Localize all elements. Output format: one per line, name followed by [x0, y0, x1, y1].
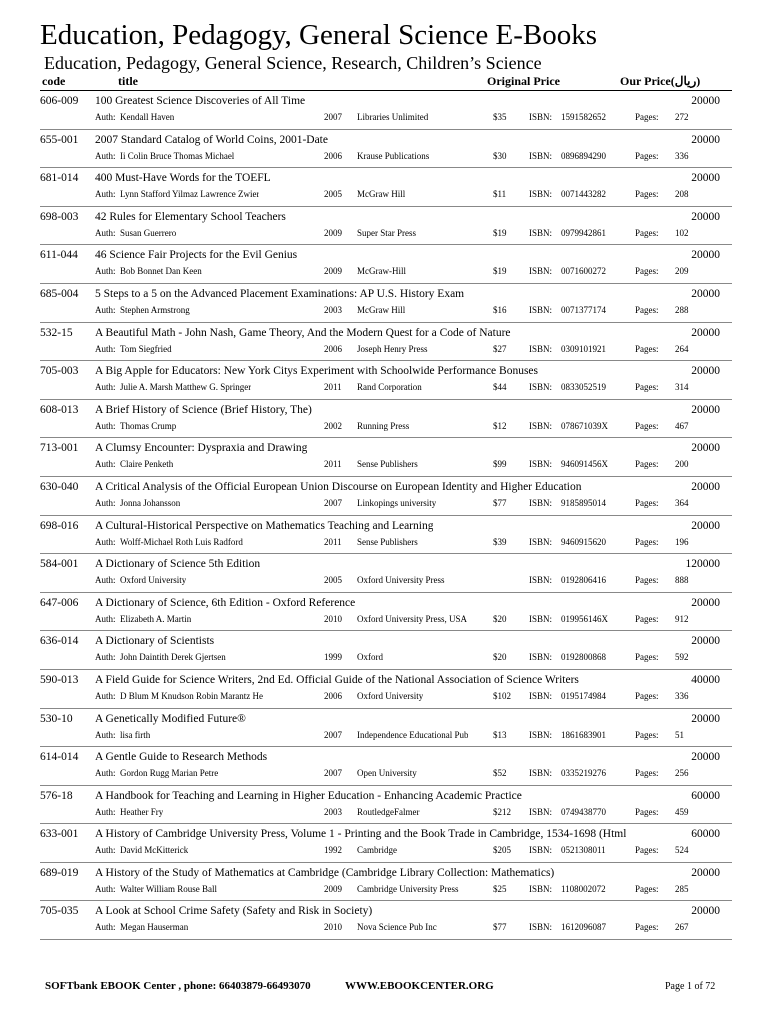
book-publisher: Oxford University Press, USA	[357, 613, 467, 624]
book-author: Bob Bonnet Dan Keen	[120, 266, 202, 277]
book-title: A Clumsy Encounter: Dyspraxia and Drawing	[95, 442, 308, 455]
book-isbn: 0309101921	[561, 343, 606, 354]
pages-label: Pages:	[635, 729, 659, 740]
pages-label: Pages:	[635, 883, 659, 894]
book-pages: 102	[675, 227, 689, 238]
author-label: Auth:	[95, 729, 116, 740]
book-title: 5 Steps to a 5 on the Advanced Placement Examinations: AP U.S. History Exam	[95, 287, 465, 300]
book-isbn: 0896894290	[561, 150, 606, 161]
pages-label: Pages:	[635, 652, 659, 663]
book-code: 590-013	[40, 673, 79, 686]
book-original-price: $16	[493, 304, 507, 315]
book-row	[40, 709, 732, 748]
book-pages: 264	[675, 343, 689, 354]
book-publisher: Cambridge	[357, 845, 397, 856]
footer-contact: SOFTbank EBOOK Center , phone: 66403879-66493070	[45, 980, 311, 992]
book-pages: 288	[675, 304, 689, 315]
book-author: Kendall Haven	[120, 112, 175, 122]
book-our-price: 20000	[691, 365, 720, 378]
book-original-price: $44	[493, 382, 507, 393]
book-publisher: Super Star Press	[357, 227, 416, 238]
book-our-price: 20000	[691, 519, 720, 532]
book-original-price: $20	[493, 613, 507, 624]
book-pages: 200	[675, 459, 689, 470]
book-title: A History of Cambridge University Press, Volume 1 - Printing and the Book Trade in Cambridge, 1534-1698 (Html	[95, 828, 627, 841]
book-row	[40, 477, 732, 516]
isbn-label: ISBN:	[529, 845, 553, 856]
book-year: 2006	[324, 690, 342, 701]
book-isbn: 946091456X	[561, 459, 608, 470]
book-row	[40, 631, 732, 670]
book-row	[40, 824, 732, 863]
book-title: A Big Apple for Educators: New York Citys Experiment with Schoolwide Performance Bonuses	[95, 365, 539, 378]
book-code: 608-013	[40, 403, 79, 416]
book-title: A Cultural-Historical Perspective on Mathematics Teaching and Learning	[95, 519, 434, 532]
book-our-price: 20000	[691, 751, 720, 764]
pages-label: Pages:	[635, 497, 659, 508]
book-isbn: 0192800868	[561, 652, 606, 663]
book-our-price: 20000	[691, 712, 720, 725]
book-original-price: $99	[493, 459, 507, 470]
book-year: 2011	[324, 536, 342, 547]
book-original-price: $102	[493, 690, 511, 701]
book-pages: 364	[675, 497, 689, 508]
book-title: A Critical Analysis of the Official European Union Discourse on European Identity and Higher Education	[95, 480, 582, 493]
column-header-our-price: Our Price(ريال)	[620, 74, 701, 88]
book-pages: 459	[675, 806, 689, 817]
book-year: 2006	[324, 150, 342, 161]
book-pages: 272	[675, 112, 689, 122]
book-year: 2010	[324, 922, 342, 933]
book-our-price: 20000	[691, 905, 720, 918]
book-title: 46 Science Fair Projects for the Evil Genius	[95, 249, 298, 262]
book-title: A Genetically Modified Future®	[95, 712, 246, 725]
book-code: 698-003	[40, 210, 79, 223]
book-row	[40, 554, 732, 593]
author-label: Auth:	[95, 497, 116, 508]
pages-label: Pages:	[635, 382, 659, 393]
book-author: John Daintith Derek Gjertsen	[120, 652, 226, 663]
book-pages: 467	[675, 420, 689, 431]
author-label: Auth:	[95, 652, 116, 663]
book-original-price: $27	[493, 343, 507, 354]
book-year: 2009	[324, 883, 342, 894]
book-original-price: $205	[493, 845, 511, 856]
book-isbn: 9460915620	[561, 536, 606, 547]
book-original-price: $212	[493, 806, 511, 817]
book-author: D Blum M Knudson Robin Marantz He	[120, 690, 263, 701]
book-isbn: 1108002072	[561, 883, 606, 894]
book-our-price: 20000	[691, 596, 720, 609]
book-publisher: Sense Publishers	[357, 536, 418, 547]
book-publisher: Running Press	[357, 420, 410, 431]
book-isbn: 1861683901	[561, 729, 606, 740]
pages-label: Pages:	[635, 459, 659, 470]
book-publisher: Oxford University	[357, 690, 424, 701]
book-isbn: 0335219276	[561, 768, 606, 779]
pages-label: Pages:	[635, 922, 659, 933]
author-label: Auth:	[95, 690, 116, 701]
isbn-label: ISBN:	[529, 652, 553, 663]
book-title: 100 Greatest Science Discoveries of All Time	[95, 95, 306, 107]
book-pages: 888	[675, 575, 689, 586]
book-year: 2002	[324, 420, 342, 431]
book-row	[40, 323, 732, 362]
book-original-price: $52	[493, 768, 507, 779]
author-label: Auth:	[95, 613, 116, 624]
book-pages: 51	[675, 729, 684, 740]
book-row	[40, 670, 732, 709]
page-title: Education, Pedagogy, General Science E-Books	[40, 19, 598, 51]
pages-label: Pages:	[635, 690, 659, 701]
book-year: 2011	[324, 382, 342, 393]
book-year: 2009	[324, 227, 342, 238]
book-original-price: $11	[493, 189, 507, 200]
book-row	[40, 863, 732, 902]
book-row	[40, 130, 732, 169]
book-isbn: 0833052519	[561, 382, 606, 393]
book-isbn: 019956146X	[561, 613, 608, 624]
book-code: 576-18	[40, 789, 73, 802]
column-header-code: code	[42, 74, 66, 88]
book-our-price: 20000	[691, 172, 720, 185]
book-original-price: $20	[493, 652, 507, 663]
isbn-label: ISBN:	[529, 420, 553, 431]
author-label: Auth:	[95, 304, 116, 315]
book-author: Lynn Stafford Yilmaz Lawrence Zwier	[120, 189, 260, 200]
book-title: 42 Rules for Elementary School Teachers	[95, 210, 286, 223]
book-publisher: Linkopings university	[357, 497, 437, 508]
book-isbn: 0071600272	[561, 266, 606, 277]
book-code: 606-009	[40, 95, 79, 107]
isbn-label: ISBN:	[529, 227, 553, 238]
book-author: Heather Fry	[120, 806, 164, 817]
book-author: lisa firth	[120, 729, 151, 740]
book-author: Ii Colin Bruce Thomas Michael	[120, 150, 235, 161]
author-label: Auth:	[95, 189, 116, 200]
book-code: 636-014	[40, 635, 79, 648]
book-isbn: 0195174984	[561, 690, 606, 701]
book-title: A Gentle Guide to Research Methods	[95, 751, 268, 764]
book-title: 2007 Standard Catalog of World Coins, 2001-Date	[95, 133, 328, 146]
pages-label: Pages:	[635, 189, 659, 200]
book-publisher: McGraw Hill	[357, 304, 406, 315]
isbn-label: ISBN:	[529, 343, 553, 354]
author-label: Auth:	[95, 883, 116, 894]
book-code: 530-10	[40, 712, 73, 725]
book-publisher: Joseph Henry Press	[357, 343, 428, 354]
book-isbn: 1612096087	[561, 922, 606, 933]
author-label: Auth:	[95, 768, 116, 779]
isbn-label: ISBN:	[529, 150, 553, 161]
book-author: Jonna Johansson	[120, 497, 181, 508]
pages-label: Pages:	[635, 150, 659, 161]
isbn-label: ISBN:	[529, 922, 553, 933]
book-our-price: 120000	[685, 558, 720, 571]
book-original-price: $35	[493, 112, 507, 122]
isbn-label: ISBN:	[529, 497, 553, 508]
book-publisher: McGraw Hill	[357, 189, 406, 200]
book-our-price: 20000	[691, 866, 720, 879]
author-label: Auth:	[95, 536, 116, 547]
book-title: A Dictionary of Scientists	[95, 635, 215, 648]
book-original-price: $13	[493, 729, 507, 740]
book-pages: 196	[675, 536, 689, 547]
book-pages: 592	[675, 652, 689, 663]
book-isbn: 0071443282	[561, 189, 606, 200]
book-year: 2005	[324, 575, 342, 586]
book-title: A Dictionary of Science 5th Edition	[95, 558, 261, 571]
book-row	[40, 361, 732, 400]
book-publisher: Rand Corporation	[357, 382, 422, 393]
book-publisher: Nova Science Pub Inc	[357, 922, 437, 933]
pages-label: Pages:	[635, 806, 659, 817]
pages-label: Pages:	[635, 112, 659, 122]
book-original-price: $77	[493, 497, 507, 508]
book-isbn: 0071377174	[561, 304, 606, 315]
book-our-price: 40000	[691, 673, 720, 686]
book-row	[40, 901, 732, 940]
book-code: 630-040	[40, 480, 79, 493]
book-publisher: McGraw-Hill	[357, 266, 406, 277]
book-publisher: Independence Educational Pub	[357, 729, 469, 740]
author-label: Auth:	[95, 227, 116, 238]
isbn-label: ISBN:	[529, 304, 553, 315]
book-year: 2007	[324, 112, 342, 122]
book-code: 685-004	[40, 287, 79, 300]
author-label: Auth:	[95, 382, 116, 393]
author-label: Auth:	[95, 575, 116, 586]
author-label: Auth:	[95, 112, 116, 122]
book-original-price: $30	[493, 150, 507, 161]
book-author: David McKitterick	[120, 845, 189, 856]
book-publisher: Open University	[357, 768, 417, 779]
book-author: Claire Penketh	[120, 459, 174, 470]
book-author: Gordon Rugg Marian Petre	[120, 768, 219, 779]
book-row	[40, 245, 732, 284]
book-publisher: Sense Publishers	[357, 459, 418, 470]
book-year: 2010	[324, 613, 342, 624]
book-our-price: 20000	[691, 95, 720, 107]
book-year: 2007	[324, 729, 342, 740]
book-author: Wolff-Michael Roth Luis Radford	[120, 536, 243, 547]
book-pages: 336	[675, 690, 689, 701]
author-label: Auth:	[95, 459, 116, 470]
book-isbn: 1591582652	[561, 112, 606, 122]
book-isbn: 9185895014	[561, 497, 606, 508]
book-our-price: 60000	[691, 828, 720, 841]
book-author: Susan Guerrero	[120, 227, 177, 238]
book-original-price: $39	[493, 536, 507, 547]
pages-label: Pages:	[635, 343, 659, 354]
book-row	[40, 400, 732, 439]
book-code: 611-044	[40, 249, 78, 262]
isbn-label: ISBN:	[529, 806, 553, 817]
book-author: Tom Siegfried	[120, 343, 172, 354]
book-code: 713-001	[40, 442, 79, 455]
book-author: Megan Hauserman	[120, 922, 189, 933]
book-pages: 285	[675, 883, 689, 894]
author-label: Auth:	[95, 420, 116, 431]
book-row	[40, 593, 732, 632]
isbn-label: ISBN:	[529, 768, 553, 779]
book-row	[40, 207, 732, 246]
author-label: Auth:	[95, 922, 116, 933]
book-publisher: Oxford University Press	[357, 575, 445, 586]
book-author: Thomas Crump	[120, 420, 177, 431]
author-label: Auth:	[95, 266, 116, 277]
pages-label: Pages:	[635, 266, 659, 277]
book-our-price: 20000	[691, 403, 720, 416]
book-row	[40, 438, 732, 477]
book-publisher: Libraries Unlimited	[357, 112, 429, 122]
isbn-label: ISBN:	[529, 613, 553, 624]
pages-label: Pages:	[635, 613, 659, 624]
isbn-label: ISBN:	[529, 382, 553, 393]
author-label: Auth:	[95, 806, 116, 817]
book-list	[40, 91, 732, 940]
book-original-price: $19	[493, 266, 507, 277]
book-isbn: 0749438770	[561, 806, 606, 817]
book-publisher: Oxford	[357, 652, 383, 663]
isbn-label: ISBN:	[529, 575, 553, 586]
book-pages: 314	[675, 382, 689, 393]
book-publisher: RoutledgeFalmer	[357, 806, 420, 817]
book-title: A History of the Study of Mathematics at Cambridge (Cambridge Library Collection: Mathematics)	[95, 866, 555, 879]
isbn-label: ISBN:	[529, 536, 553, 547]
book-row	[40, 284, 732, 323]
book-pages: 209	[675, 266, 689, 277]
book-year: 2003	[324, 806, 342, 817]
book-code: 698-016	[40, 519, 79, 532]
page-subtitle: Education, Pedagogy, General Science, Research, Children’s Science	[44, 53, 542, 73]
book-year: 2011	[324, 459, 342, 470]
book-pages: 912	[675, 613, 689, 624]
pages-label: Pages:	[635, 768, 659, 779]
book-code: 705-003	[40, 365, 79, 378]
book-our-price: 20000	[691, 480, 720, 493]
book-isbn: 078671039X	[561, 420, 608, 431]
isbn-label: ISBN:	[529, 690, 553, 701]
footer-url[interactable]: WWW.EBOOKCENTER.ORG	[345, 980, 494, 992]
book-pages: 256	[675, 768, 689, 779]
pages-label: Pages:	[635, 227, 659, 238]
book-original-price: $12	[493, 420, 507, 431]
book-our-price: 20000	[691, 249, 720, 262]
book-our-price: 20000	[691, 326, 720, 339]
book-title: A Dictionary of Science, 6th Edition - Oxford Reference	[95, 596, 356, 609]
pages-label: Pages:	[635, 536, 659, 547]
book-row	[40, 516, 732, 555]
book-author: Elizabeth A. Martin	[120, 613, 192, 624]
book-row	[40, 91, 732, 130]
book-isbn: 0521308011	[561, 845, 606, 856]
pages-label: Pages:	[635, 420, 659, 431]
book-author: Stephen Armstrong	[120, 304, 190, 315]
book-publisher: Cambridge University Press	[357, 883, 459, 894]
book-pages: 267	[675, 922, 689, 933]
book-row	[40, 786, 732, 825]
isbn-label: ISBN:	[529, 266, 553, 277]
pages-label: Pages:	[635, 845, 659, 856]
author-label: Auth:	[95, 150, 116, 161]
pages-label: Pages:	[635, 304, 659, 315]
book-isbn: 0979942861	[561, 227, 606, 238]
book-year: 2009	[324, 266, 342, 277]
book-our-price: 60000	[691, 789, 720, 802]
book-code: 681-014	[40, 172, 79, 185]
book-year: 2005	[324, 189, 342, 200]
book-year: 2007	[324, 768, 342, 779]
book-code: 647-006	[40, 596, 79, 609]
book-code: 614-014	[40, 751, 79, 764]
book-title: A Look at School Crime Safety (Safety and Risk in Society)	[95, 905, 373, 918]
book-author: Julie A. Marsh Matthew G. Springer	[120, 382, 252, 393]
book-pages: 208	[675, 189, 689, 200]
isbn-label: ISBN:	[529, 459, 553, 470]
author-label: Auth:	[95, 343, 116, 354]
book-code: 633-001	[40, 828, 79, 841]
book-year: 2006	[324, 343, 342, 354]
book-publisher: Krause Publications	[357, 150, 430, 161]
book-title: A Beautiful Math - John Nash, Game Theory, And the Modern Quest for a Code of Nature	[95, 326, 511, 339]
book-code: 655-001	[40, 133, 79, 146]
book-isbn: 0192806416	[561, 575, 606, 586]
book-author: Walter William Rouse Ball	[120, 883, 217, 894]
isbn-label: ISBN:	[529, 189, 553, 200]
book-code: 689-019	[40, 866, 79, 879]
isbn-label: ISBN:	[529, 729, 553, 740]
page-number: Page 1 of 72	[665, 981, 716, 992]
book-original-price: $77	[493, 922, 507, 933]
book-year: 1992	[324, 845, 342, 856]
book-code: 532-15	[40, 326, 73, 339]
column-header-original-price: Original Price	[487, 74, 560, 88]
book-our-price: 20000	[691, 635, 720, 648]
book-row	[40, 747, 732, 786]
book-original-price: $19	[493, 227, 507, 238]
book-pages: 336	[675, 150, 689, 161]
book-year: 2003	[324, 304, 342, 315]
author-label: Auth:	[95, 845, 116, 856]
book-pages: 524	[675, 845, 689, 856]
book-code: 584-001	[40, 558, 79, 571]
book-author: Oxford University	[120, 575, 187, 586]
book-title: A Handbook for Teaching and Learning in Higher Education - Enhancing Academic Practice	[95, 789, 522, 802]
book-title: 400 Must-Have Words for the TOEFL	[95, 172, 271, 185]
isbn-label: ISBN:	[529, 112, 553, 122]
column-header-title: title	[118, 74, 138, 88]
book-our-price: 20000	[691, 442, 720, 455]
isbn-label: ISBN:	[529, 883, 553, 894]
book-original-price: $25	[493, 883, 507, 894]
book-year: 2007	[324, 497, 342, 508]
book-title: A Field Guide for Science Writers, 2nd Ed. Official Guide of the National Association of Science Writers	[95, 673, 579, 686]
pages-label: Pages:	[635, 575, 659, 586]
book-our-price: 20000	[691, 133, 720, 146]
book-title: A Brief History of Science (Brief History, The)	[95, 403, 312, 416]
book-year: 1999	[324, 652, 342, 663]
book-our-price: 20000	[691, 210, 720, 223]
book-code: 705-035	[40, 905, 79, 918]
book-row	[40, 168, 732, 207]
book-our-price: 20000	[691, 287, 720, 300]
